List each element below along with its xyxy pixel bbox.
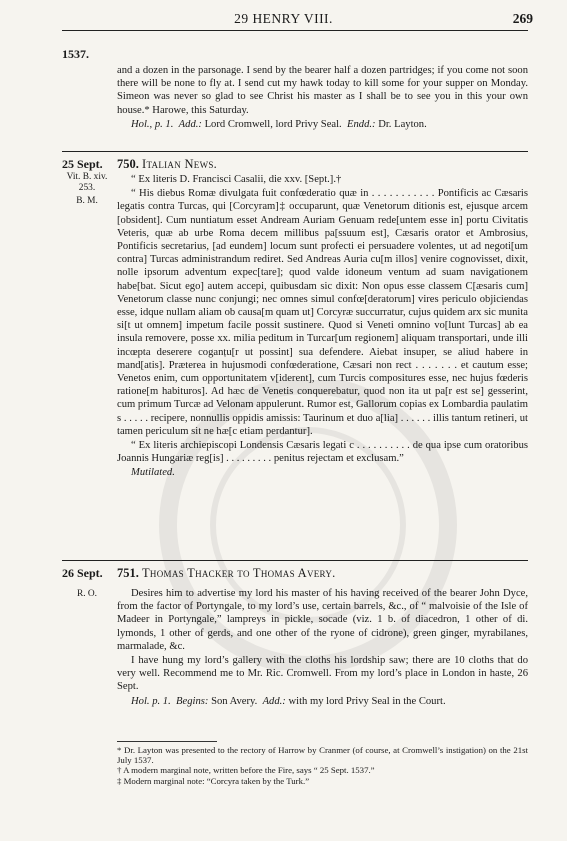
entry-750-heading — [117, 157, 217, 172]
entry-751-paragraph-2: I have hung my lord’s gallery with the cloths his lordship saw; there are 10 cloths that do very well. Recommend me to Mr. Ric. Cromwell. From my lord’s place in London in haste, 26 Sept. — [117, 655, 528, 693]
entry-751-date: 26 Sept. — [62, 566, 103, 580]
begins-label: Begins: — [176, 695, 209, 707]
hol-label-751: Hol. p. 1. — [131, 695, 171, 707]
continuation-text — [117, 64, 528, 132]
entry-751-number: 751. — [117, 566, 139, 580]
begins-text: Son Avery. — [211, 695, 258, 707]
address: Lord Cromwell, lord Privy Seal. — [204, 118, 342, 130]
endorsement: Dr. Layton. — [378, 118, 427, 130]
entry-750-margin-source: B. M. — [76, 196, 98, 206]
add-label-751: Add.: — [262, 695, 286, 707]
continuation-paragraph: and a dozen in the parsonage. I send by the bearer half a dozen partridges; if you come not soon there will be none to fly at. I send cut my hawk today to kill some for your supper on Monday. Simeon was never so glad to see Christ his master as I shall be to see you in this your own house.* Harowe, this Saturday. — [117, 65, 528, 116]
entry-750-title: Italian News. — [142, 157, 218, 171]
entry-751-meta — [117, 695, 528, 708]
entry-751-title: Thomas Thacker to Thomas Avery. — [142, 566, 336, 580]
entry-751-text — [117, 587, 528, 709]
header-rule — [62, 30, 528, 31]
endd-label: Endd.: — [347, 118, 376, 130]
entry-750-margin-ref: Vit. B. xiv. 253. — [66, 172, 108, 193]
entry-750-date: 25 Sept. — [62, 157, 103, 171]
running-header: 29 HENRY VIII. — [234, 11, 333, 26]
entry-rule — [62, 151, 528, 152]
entry-750-text — [117, 173, 528, 481]
hol-label: Hol., p. 1. — [131, 118, 174, 130]
footnote: ‡ Modern marginal note: “Corcyra taken by the Turk.” — [117, 775, 310, 786]
continuation-meta — [117, 118, 528, 131]
entry-rule-2 — [62, 560, 528, 561]
footnote: * Dr. Layton was presented to the rectory of Harrow by Cranmer (of course, at Cromwell’s instigation) on the 21st July 1537. — [117, 745, 528, 766]
footnotes — [117, 745, 528, 786]
mutilated-label: Mutilated. — [131, 467, 175, 479]
entry-750-body: “ His diebus Romæ divulgata fuit confœderatio quæ in . . . . . . . . . . . Pontificis ac Cæsaris legatis contra Turcas, qui [Corcyram]‡ occuparunt, quæ Venetorum ditionis est, ejusque arcem [obsident]. Cum nuntiatum esset Andream Auriam Genuam rede[untem esse in] portu Civitatis Veteris, quæ ab urbe Roma decem millibus pa[ssuum est], Cæsaris orator et Ambrosius, Pontificis secretarius, [ad eundem] locum sunt profecti ei persuadere volentes, ut ad negoti[um contra] Turcas administrandum rediret. Sed Andreas Auria cu[m illos] venire cognovisset, dixit, nolle ipsorum adventum expec[tare]; quod valde idoneum ventum ad suam navigationem habe[bat. Sicut ego] autem accepi, quibusdam sic dixit: Non opus esse classem C[æsaris cum] Venetorum classe nunc conjungi; nec omnes simul confœ[deratorum] vires periculo objiciendas esse, idque nullam aliam ob causa[m quam ut] Corcyræ succurratur, cujus quidem arx sic munita si[t ut omnem] impetum facile possit sustinere. Quod si Veneti omnino vo[lunt Turcas] ab ea insula removere, posse xx. milia peditum in Turcar[um regionem] aliquam transportari, unde illi incœpta deserere coganțu[r ut possint] sua defendere. Aiebat insuper, se aliud habere in mand[atis]. Præterea in hujusmodi confœderatione, Cæsari non rect . . . . . . . et cautum esse; Venetos enim, cum opportunitatem v[iderent], cum Turcis compositures esse, nec hujus fœderis ratione[m habituros]. Ad hæc de Venetis conquerebatur, quod non ita ut pa[r est se] gesserint, cum primum Turcæ ad Velonam appulerunt. Rumor est, Gallorum copias ex Lombardia paulatim s . . . . . recipere, nonnullis oppidis amissis: Taurinum et duo a[lia] . . . . . . illis tantum retineri, ut tamen periculum sit ne hæ[c etiam perdantur]. — [117, 188, 528, 437]
address-751: with my lord Privy Seal in the Court. — [288, 695, 446, 707]
entry-751-margin-source: R. O. — [76, 589, 98, 599]
entry-750-number: 750. — [117, 157, 139, 171]
year-marker: 1537. — [62, 47, 89, 61]
entry-750-second: “ Ex literis archiepiscopi Londensis Cæsaris legati c . . . . . . . . . . de qua ipse cum oratoribus Joannis Hungariæ reg[is] . . . . . . . . . penitus rejectam et exclusam.” — [117, 440, 528, 465]
entry-750-mutilated — [117, 466, 528, 479]
footnote: † A modern marginal note, written before the Fire, says “ 25 Sept. 1537.” — [117, 765, 375, 776]
footnote-rule — [117, 741, 217, 742]
entry-751-paragraph-1: Desires him to advertise my lord his master of his having received of the bearer John Dyce, from the factor of Portyngale, to my lord’s use, certain barrels, &c., of “ malvoisie of the Isle of Madeer in Portyngale,” lampreys in pickle, socade (viz. 1 b. of diacedron, 1 other of di. lymonds, 1 other of gerds, and one other of the ryone of cidrone), green ginger, myrabilanes, marmalade, &c. — [117, 588, 528, 652]
entry-751-heading — [117, 566, 336, 581]
add-label: Add.: — [178, 118, 202, 130]
entry-750-intro: “ Ex literis D. Francisci Casalii, die xxv. [Sept.].† — [131, 174, 342, 185]
page-number: 269 — [512, 11, 533, 26]
